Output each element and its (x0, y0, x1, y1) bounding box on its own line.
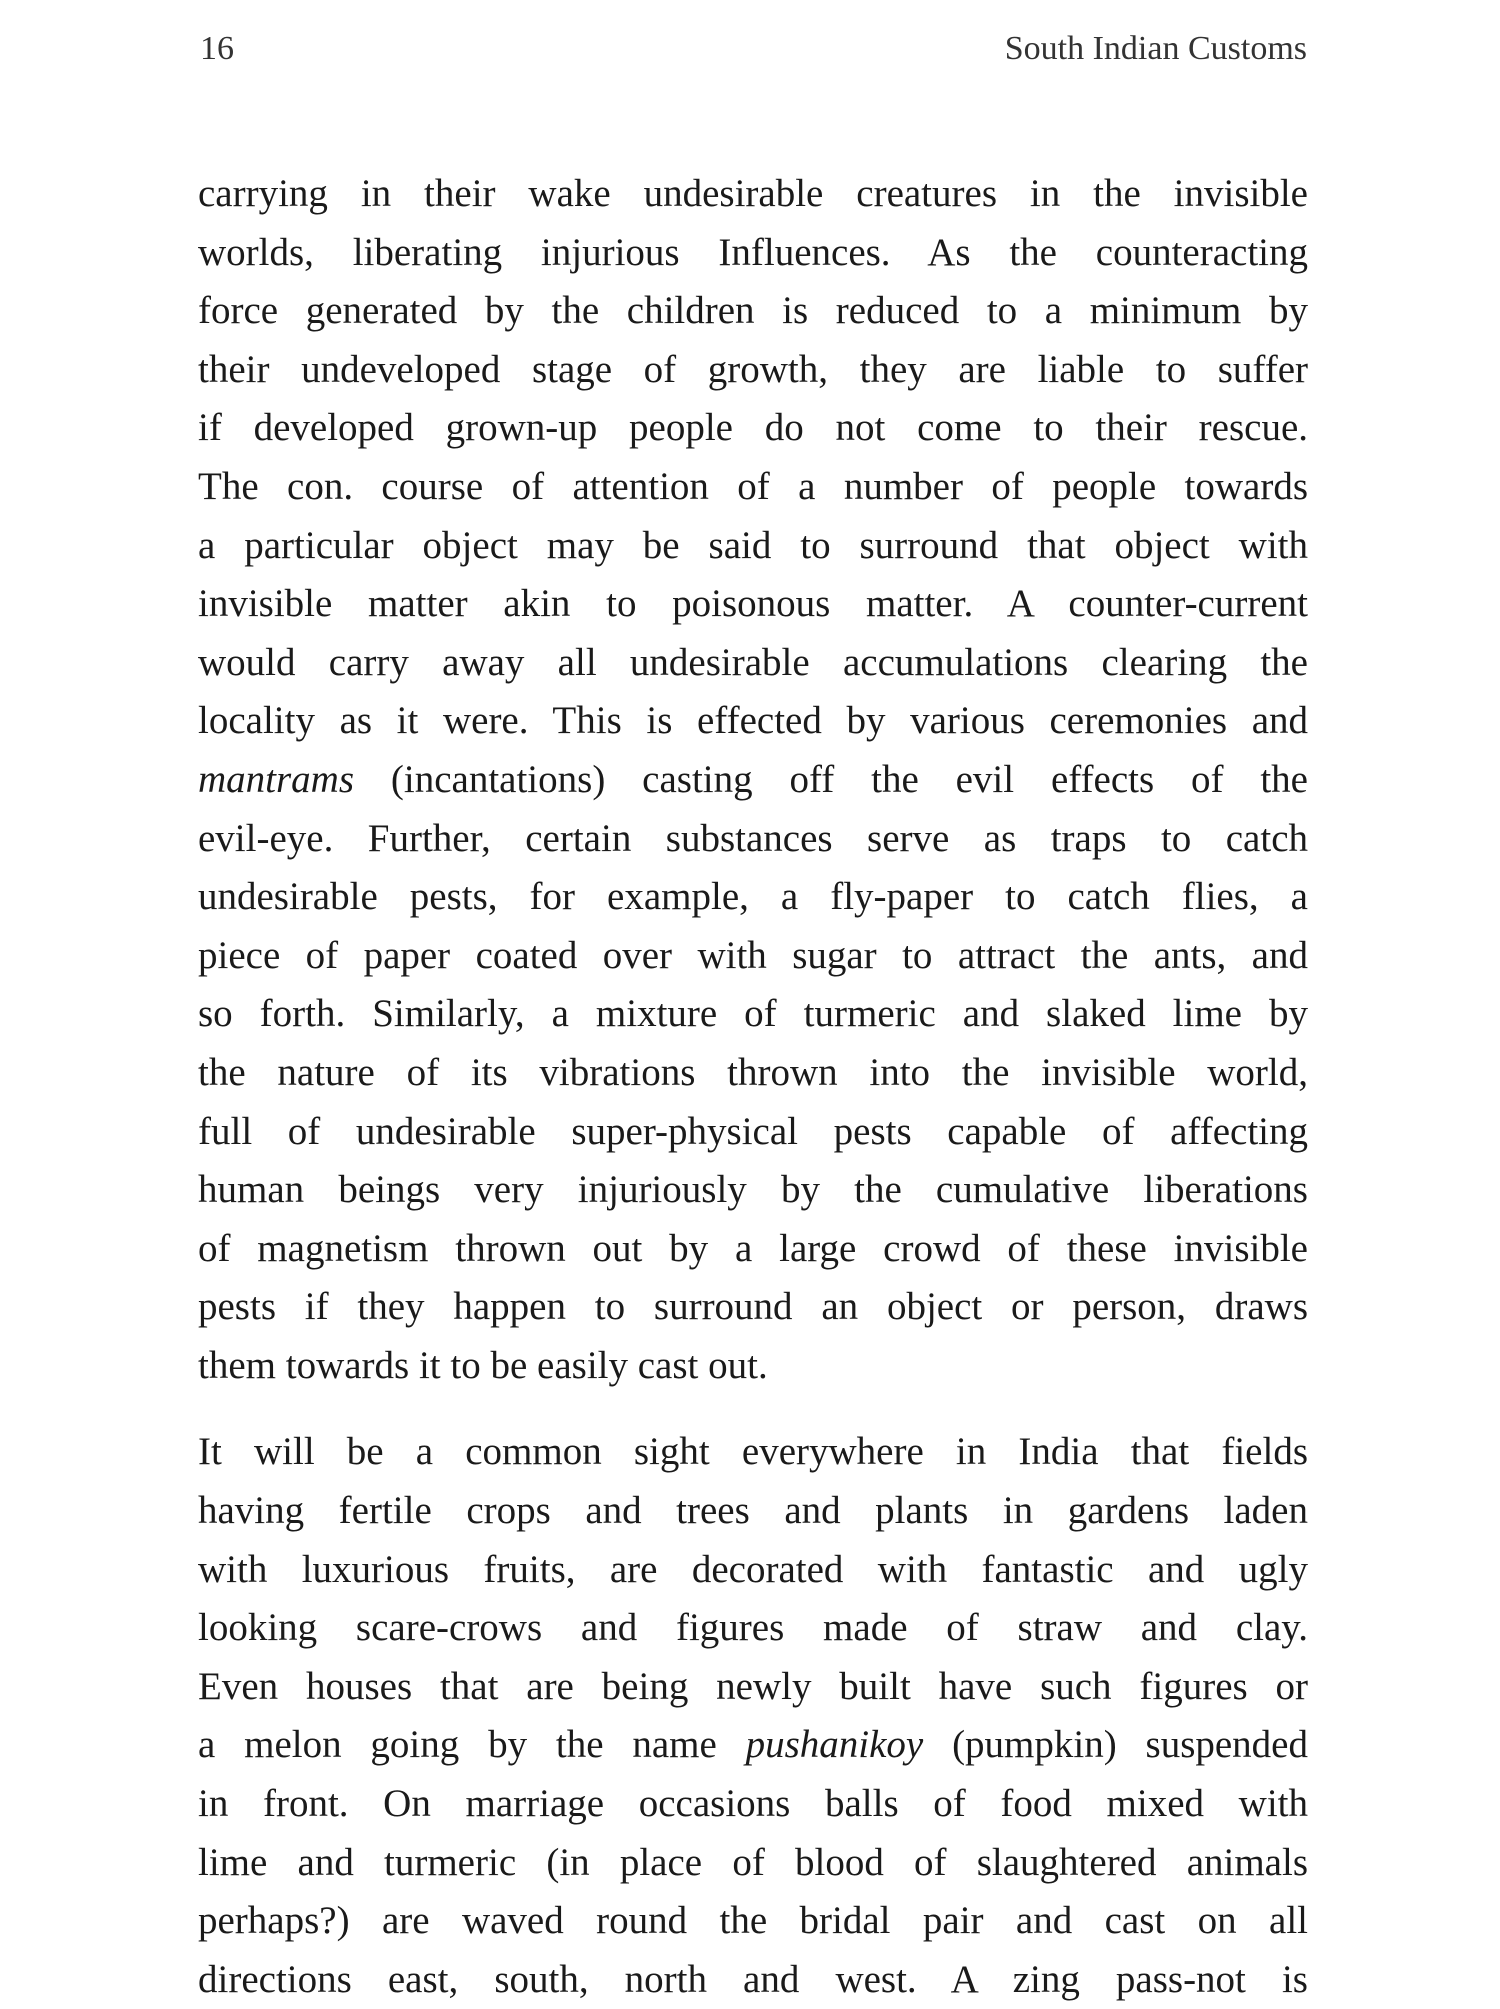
text-segment: (incantations) casting off the evil effects of the (354, 757, 1308, 801)
text-line: pests if they happen to surround an object or person, draws (198, 1285, 1308, 1329)
text-line: a particular object may be said to surround that object with (198, 523, 1308, 567)
text-line: evil-eye. Further, certain substances serve as traps to catch (198, 816, 1308, 860)
text-line: undesirable pests, for example, a fly-paper to catch flies, a (198, 875, 1308, 919)
italic-term: pushanikoy (745, 1723, 924, 1767)
text-line: if developed grown-up people do not come to their rescue. (198, 406, 1308, 450)
text-line: perhaps?) are waved round the bridal pair and cast on all (198, 1899, 1308, 1943)
text-line: having fertile crops and trees and plants in gardens laden (198, 1489, 1308, 1533)
text-line: their undeveloped stage of growth, they are liable to suffer (198, 347, 1308, 391)
text-line: the nature of its vibrations thrown into the invisible world, (198, 1050, 1308, 1094)
text-line: human beings very injuriously by the cumulative liberations (198, 1168, 1308, 1212)
text-line: The con. course of attention of a number of people towards (198, 464, 1308, 508)
text-line: looking scare-crows and figures made of straw and clay. (198, 1606, 1308, 1650)
text-line: would carry away all undesirable accumulations clearing the (198, 640, 1308, 684)
text-line: locality as it were. This is effected by various ceremonies and (198, 699, 1308, 743)
text-line: force generated by the children is reduced to a minimum by (198, 289, 1308, 333)
text-line: directions east, south, north and west. A zing pass-not is (198, 1957, 1308, 2001)
text-line: worlds, liberating injurious Influences. As the counteracting (198, 230, 1308, 274)
italic-term: mantrams (198, 757, 355, 801)
text-line: Even houses that are being newly built have such figures or (198, 1664, 1308, 1708)
text-line: them towards it to be easily cast out. (198, 1343, 768, 1387)
text-line: piece of paper coated over with sugar to attract the ants, and (198, 933, 1308, 977)
text-line: carrying in their wake undesirable creatures in the invisible (198, 172, 1308, 215)
text-line: It will be a common sight everywhere in India that fields (198, 1430, 1308, 1474)
text-line: in front. On marriage occasions balls of food mixed with (198, 1782, 1308, 1826)
text-line (198, 751, 1308, 810)
text-segment: (pumpkin) suspended (923, 1723, 1308, 1767)
text-line: with luxurious fruits, are decorated with fantastic and ugly (198, 1547, 1308, 1591)
paragraph (198, 1423, 1308, 2009)
page-number: 16 (200, 30, 234, 67)
paragraph (198, 165, 1308, 1395)
text-line: full of undesirable super-physical pests capable of affecting (198, 1109, 1308, 1153)
paragraph-gap (198, 1395, 1308, 1423)
text-line: lime and turmeric (in place of blood of slaughtered animals (198, 1840, 1308, 1884)
text-line: of magnetism thrown out by a large crowd of these invisible (198, 1226, 1308, 1270)
text-segment: a melon going by the name (198, 1723, 746, 1767)
text-line: invisible matter akin to poisonous matter. A counter-current (198, 582, 1308, 626)
text-line: so forth. Similarly, a mixture of turmeric and slaked lime by (198, 992, 1308, 1036)
text-line (198, 1716, 1308, 1775)
running-title: South Indian Customs (1004, 30, 1307, 67)
body-text (198, 165, 1308, 2009)
